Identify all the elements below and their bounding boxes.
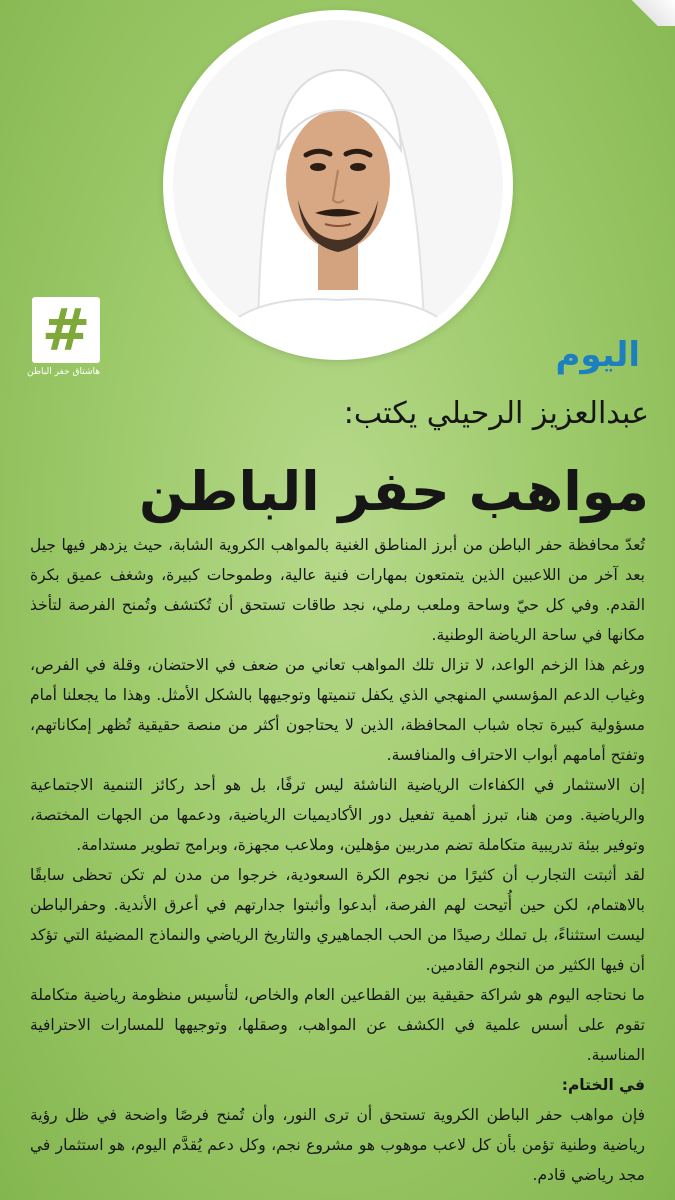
author-portrait-illustration — [163, 10, 513, 360]
closing-label: في الختام: — [561, 1076, 645, 1094]
article-paragraph: تُعدّ محافظة حفر الباطن من أبرز المناطق الغنية بالمواهب الكروية الشابة، حيث يزدهر فيها جيل بعد آخر من اللاعبين الذين يتمتعون بمهارات فنية عالية، وطموحات كبيرة، وشغف عميق بكرة القدم. وفي كل حيّ وساحة وملعب رملي، نجد طاقات تستحق أن تُكتشف وتُمنح الفرصة لتأخذ مكانها في ساحة الرياضة الوطنية. — [30, 536, 645, 644]
closing-paragraph: فإن مواهب حفر الباطن الكروية تستحق أن ترى النور، وأن تُمنح فرصًا واضحة في ظل رؤية رياضية وطنية تؤمن بأن كل لاعب موهوب هو مشروع نجم، وكل دعم يُقدَّم اليوم، هو استثمار في مجد رياضي قادم. — [30, 1106, 645, 1184]
article-body — [30, 530, 645, 1190]
hashtag-badge — [27, 296, 100, 381]
hashtag-caption: هاشتاق حفر الباطن — [27, 367, 100, 377]
hashtag-icon: # — [41, 296, 91, 364]
article-paragraph: إن الاستثمار في الكفاءات الرياضية الناشئة ليس ترفًا، بل هو أحد ركائز التنمية الاجتماعية والرياضية. ومن هنا، تبرز أهمية تفعيل دور الأكاديميات الرياضية، ودعمها من الجهات المختصة، وتوفير بيئة تدريبية متكاملة تضم مدربين مؤهلين، وملاعب مجهزة، وبرامج تطوير مستدامة. — [30, 776, 645, 854]
article-headline: مواهب حفر الباطن — [139, 460, 649, 523]
author-byline: عبدالعزيز الرحيلي يكتب: — [343, 396, 649, 431]
article-paragraph: ما نحتاجه اليوم هو شراكة حقيقية بين القطاعين العام والخاص، لتأسيس منظومة رياضية متكاملة تقوم على أسس علمية في الكشف عن المواهب، وصقلها، وتوجيهها للمسارات الاحترافية المناسبة. — [30, 986, 645, 1064]
author-photo — [163, 10, 513, 360]
hashtag-logo — [32, 297, 100, 363]
article-paragraph: ورغم هذا الزخم الواعد، لا تزال تلك المواهب تعاني من ضعف في الاحتضان، وقلة في الفرص، وغياب الدعم المؤسسي المنهجي الذي يكفل تنميتها وتوجيهها بالشكل الأمثل. وهذا ما يجعلنا أمام مسؤولية كبيرة تجاه شباب المحافظة، الذين لا يحتاجون أكثر من منصة حقيقية تُظهر إمكاناتهم، وتفتح أمامهم أبواب الاحتراف والمنافسة. — [30, 656, 645, 764]
article-paragraph: لقد أثبتت التجارب أن كثيرًا من نجوم الكرة السعودية، خرجوا من مدن لم تكن تحظى سابقًا بالاهتمام، لكن حين أُتيحت لهم الفرصة، أبدعوا وأثبتوا جدارتهم في أعرق الأندية. وحفرالباطن ليست استثناءً، بل تملك رصيدًا من الحب الجماهيري والتاريخ الرياضي والنماذج المضيئة التي تؤكد أن فيها الكثير من النجوم القادمين. — [30, 866, 645, 974]
brand-logo: اليوم — [555, 335, 640, 375]
corner-page-fold — [623, 0, 675, 26]
